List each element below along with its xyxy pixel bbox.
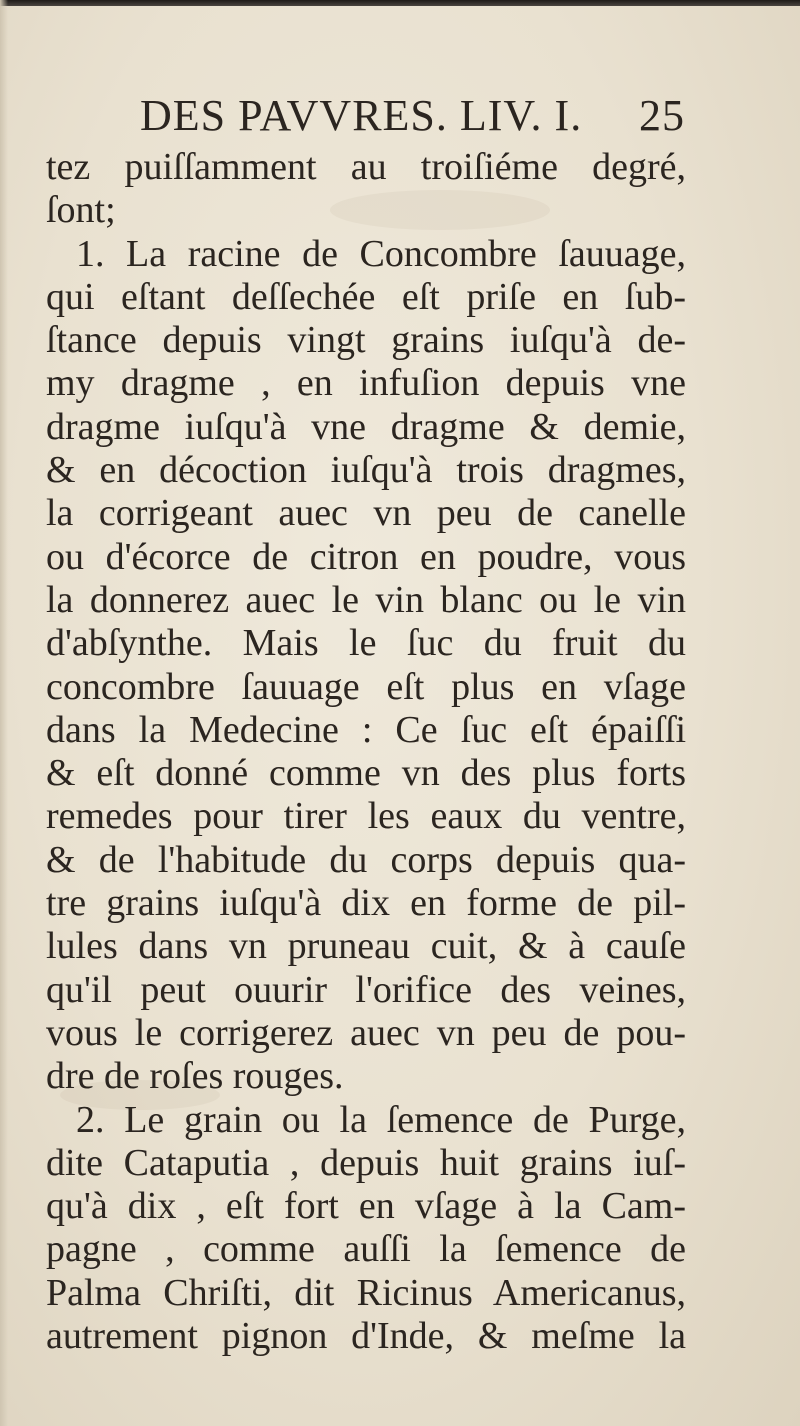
text-line: qu'à dix , eſt fort en vſage à la Cam- [46,1185,686,1228]
text-line: ſtance depuis vingt grains iuſqu'à de- [46,319,686,362]
text-line: ſont; [46,189,116,232]
text-line: qu'il peut ouurir l'orifice des veines, [46,968,686,1011]
text-line: vous le corrigerez auec vn peu de pou- [46,1011,686,1054]
text-line: & en décoction iuſqu'à trois dragmes, [46,449,686,492]
text-line: dite Cataputia , depuis huit grains iuſ- [46,1141,686,1184]
text-line: la donnerez auec le vin blanc ou le vin [46,578,686,621]
text-line: pagne , comme auſſi la ſemence de [46,1228,686,1271]
text-line: autrement pignon d'Inde, & meſme la [46,1315,686,1358]
text-line: d'abſynthe. Mais le ſuc du fruit du [46,622,686,665]
text-line: dre de roſes rouges. [46,1055,344,1098]
text-line: ou d'écorce de citron en poudre, vous [46,535,686,578]
text-line: concombre ſauuage eſt plus en vſage [46,665,686,708]
running-head-title: DES PAVVRES. LIV. I. [140,91,583,140]
text-line: remedes pour tirer les eaux du ventre, [46,795,686,838]
page-left-edge [0,0,8,1426]
text-line: la corrigeant auec vn peu de canelle [46,492,686,535]
text-line: tez puiſſamment au troiſiéme degré, [46,146,686,188]
page-number: 25 [639,91,685,140]
text-line: qui eſtant deſſechée eſt priſe en ſub- [46,275,686,318]
running-head [140,86,685,146]
text-line: dragme iuſqu'à vne dragme & demie, [46,405,686,448]
text-line: my dragme , en infuſion depuis vne [46,362,686,405]
text-line: & de l'habitude du corps depuis qua- [46,838,686,881]
page-top-edge [0,0,800,6]
text-line: tre grains iuſqu'à dix en forme de pil- [46,882,686,925]
body-text [46,146,686,1358]
text-line: 2. Le grain ou la ſemence de Purge, [76,1098,686,1141]
text-line: lules dans vn pruneau cuit, & à cauſe [46,925,686,968]
text-line: 1. La racine de Concombre ſauuage, [76,232,686,275]
text-line: Palma Chriſti, dit Ricinus Americanus, [46,1271,686,1314]
text-line: & eſt donné comme vn des plus forts [46,752,686,795]
text-line: dans la Medecine : Ce ſuc eſt épaiſſi [46,708,686,751]
